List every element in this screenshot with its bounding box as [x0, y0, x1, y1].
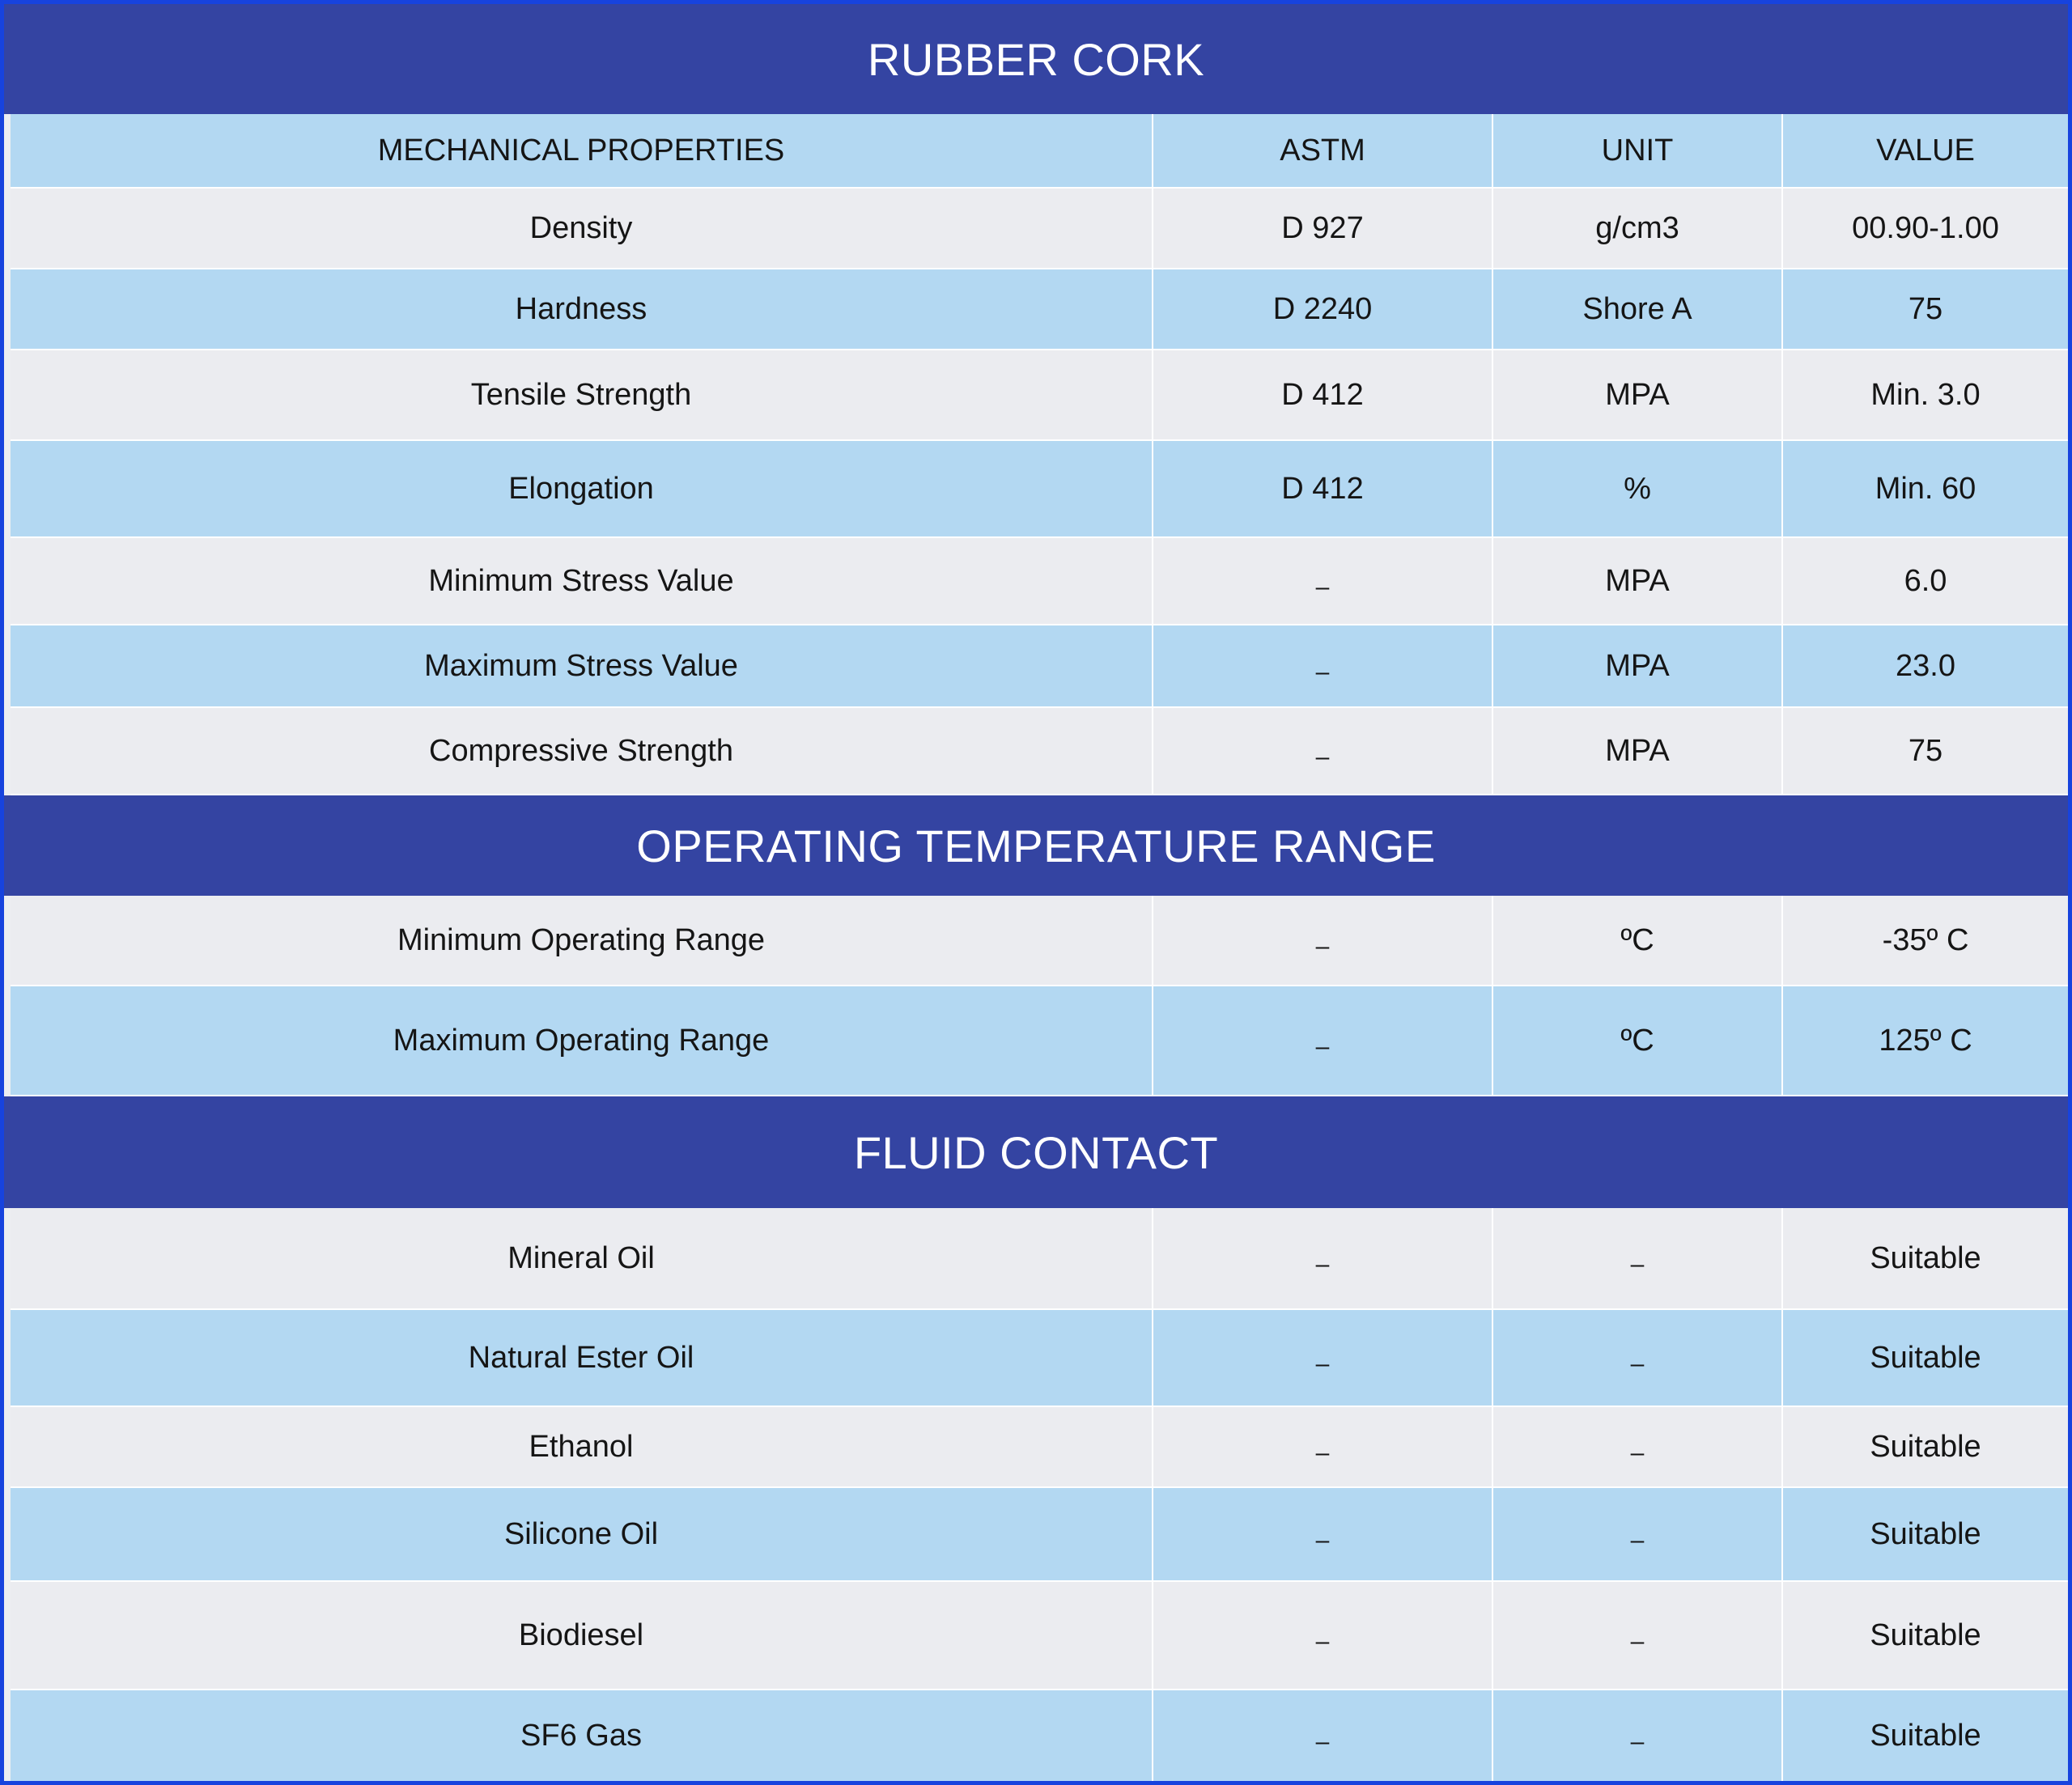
header-unit: UNIT: [1493, 114, 1783, 187]
header-value: VALUE: [1876, 133, 1975, 167]
table-row: [11, 1407, 2068, 1488]
table-row: [11, 538, 2068, 625]
value-cell: Suitable: [1870, 1340, 1981, 1375]
header-astm: ASTM: [1153, 114, 1493, 187]
table-row: [11, 1310, 2068, 1407]
property-cell: Maximum Stress Value: [11, 625, 1153, 706]
unit-cell: MPA: [1493, 625, 1783, 706]
property-cell: SF6 Gas: [11, 1690, 1153, 1781]
section-title-fluid: FLUID CONTACT: [4, 1096, 2068, 1208]
value-cell: Suitable: [1870, 1240, 1981, 1275]
property-cell: Ethanol: [11, 1407, 1153, 1486]
unit-cell: –: [1630, 1350, 1645, 1377]
astm-cell: –: [1315, 1251, 1330, 1278]
property-cell: Mineral Oil: [11, 1208, 1153, 1308]
property-cell: Minimum Stress Value: [11, 538, 1153, 624]
astm-cell: D 412: [1153, 441, 1493, 536]
value-cell: Suitable: [1870, 1718, 1981, 1753]
value-cell: Min. 3.0: [1870, 377, 1981, 412]
value-cell: -35º C: [1882, 922, 1969, 957]
astm-cell: D 2240: [1153, 269, 1493, 349]
property-cell: Compressive Strength: [11, 708, 1153, 794]
astm-cell: –: [1315, 659, 1330, 685]
property-cell: Minimum Operating Range: [11, 896, 1153, 985]
value-cell: 6.0: [1904, 563, 1947, 598]
astm-cell: –: [1315, 574, 1330, 600]
unit-cell: MPA: [1493, 538, 1783, 624]
table-row: [11, 896, 2068, 986]
page-title: RUBBER CORK: [4, 4, 2068, 114]
value-cell: Min. 60: [1875, 471, 1976, 506]
astm-cell: –: [1315, 1628, 1330, 1655]
astm-cell: D 412: [1153, 350, 1493, 439]
value-cell: 23.0: [1896, 648, 1955, 683]
unit-cell: MPA: [1493, 708, 1783, 794]
unit-cell: –: [1630, 1628, 1645, 1655]
unit-cell: –: [1630, 1527, 1645, 1554]
table-row: [11, 350, 2068, 441]
property-cell: Maximum Operating Range: [11, 986, 1153, 1095]
unit-cell: ºC: [1493, 986, 1783, 1095]
table-row: [11, 1582, 2068, 1690]
property-cell: Hardness: [11, 269, 1153, 349]
astm-cell: –: [1315, 1439, 1330, 1466]
value-cell: 00.90-1.00: [1852, 210, 1999, 245]
property-cell: Biodiesel: [11, 1582, 1153, 1689]
astm-cell: –: [1315, 1033, 1330, 1060]
table-row: [11, 986, 2068, 1096]
table-row: [11, 189, 2068, 269]
table-row: [11, 708, 2068, 795]
unit-cell: %: [1493, 441, 1783, 536]
unit-cell: Shore A: [1493, 269, 1783, 349]
unit-cell: MPA: [1493, 350, 1783, 439]
value-cell: 75: [1908, 733, 1943, 768]
value-cell: 75: [1908, 291, 1943, 326]
astm-cell: –: [1315, 1527, 1330, 1554]
section-title-temperature: OPERATING TEMPERATURE RANGE: [4, 795, 2068, 896]
property-cell: Natural Ester Oil: [11, 1310, 1153, 1406]
unit-cell: –: [1630, 1251, 1645, 1278]
table-row: [11, 1208, 2068, 1310]
unit-cell: ºC: [1493, 896, 1783, 985]
table-header-row: [11, 114, 2068, 189]
property-cell: Tensile Strength: [11, 350, 1153, 439]
astm-cell: –: [1315, 1350, 1330, 1377]
table-row: [11, 1690, 2068, 1781]
astm-cell: D 927: [1153, 189, 1493, 268]
unit-cell: g/cm3: [1493, 189, 1783, 268]
table-row: [11, 441, 2068, 538]
astm-cell: –: [1315, 933, 1330, 960]
table-row: [11, 625, 2068, 708]
table-row: [11, 1488, 2068, 1582]
astm-cell: –: [1315, 1728, 1330, 1755]
property-cell: Elongation: [11, 441, 1153, 536]
unit-cell: –: [1630, 1728, 1645, 1755]
property-cell: Density: [11, 189, 1153, 268]
table-row: [11, 269, 2068, 350]
value-cell: Suitable: [1870, 1618, 1981, 1652]
header-property: MECHANICAL PROPERTIES: [11, 114, 1153, 187]
astm-cell: –: [1315, 744, 1330, 770]
value-cell: Suitable: [1870, 1516, 1981, 1551]
property-cell: Silicone Oil: [11, 1488, 1153, 1580]
value-cell: 125º C: [1879, 1023, 1972, 1058]
unit-cell: –: [1630, 1439, 1645, 1466]
value-cell: Suitable: [1870, 1429, 1981, 1464]
